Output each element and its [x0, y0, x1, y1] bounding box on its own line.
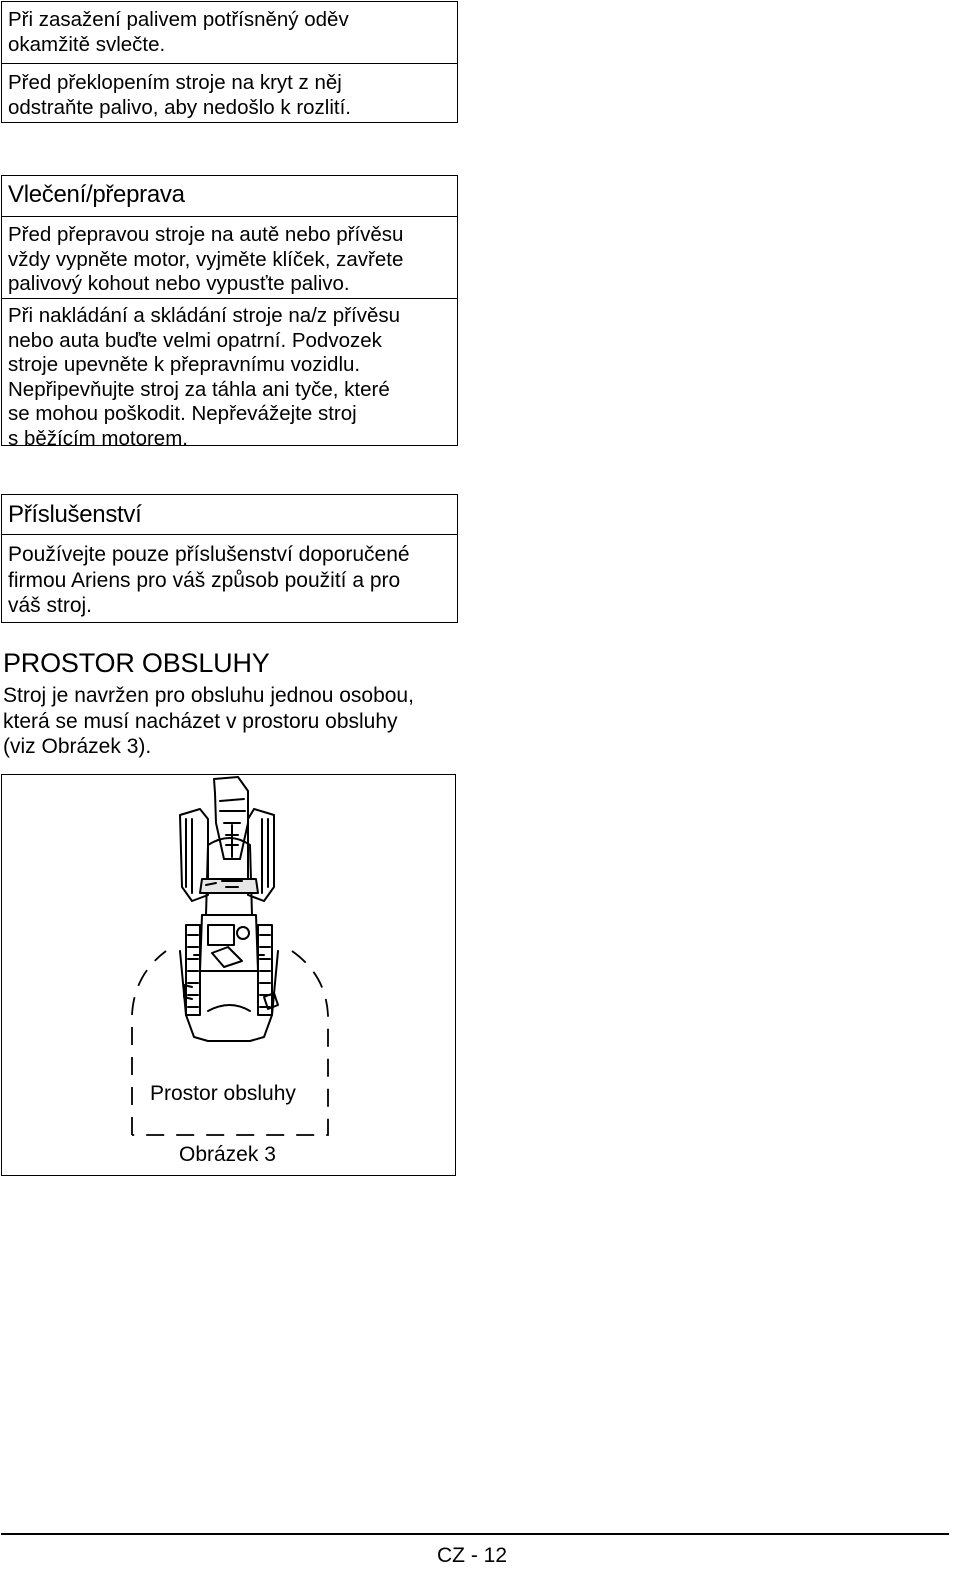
towing-box: [1, 175, 458, 450]
fuel-safety-item: Při zasažení palivem potřísněný oděv okamžitě svlečte.: [8, 8, 349, 56]
operator-zone-label: Prostor obsluhy: [150, 1082, 296, 1105]
footer-divider: [1, 1533, 949, 1535]
towing-item: Před přepravou stroje na autě nebo přívěsu vždy vypněte motor, vyjměte klíček, zavřete palivový kohout nebo vypusťte palivo.: [2, 216, 457, 298]
page-number: CZ - 12: [437, 1544, 508, 1567]
operator-zone-text: Stroj je navržen pro obsluhu jednou osobou, která se musí nacházet v prostoru obsluhy (viz Obrázek 3).: [3, 684, 414, 758]
towing-title: Vlečení/přeprava: [8, 181, 185, 208]
figure-3: [1, 774, 456, 1176]
fuel-safety-box: [1, 1, 458, 123]
fuel-safety-item: Před překlopením stroje na kryt z něj odstraňte palivo, aby nedošlo k rozlití.: [2, 63, 457, 122]
accessories-title: Příslušenství: [8, 501, 142, 528]
accessories-text: Používejte pouze příslušenství doporučené firmou Ariens pro váš způsob použití a pro váš stroj.: [2, 534, 457, 619]
accessories-box: [1, 494, 458, 623]
operator-zone-heading: PROSTOR OBSLUHY: [3, 648, 270, 678]
towing-item: Při nakládání a skládání stroje na/z přívěsu nebo auta buďte velmi opatrní. Podvozek stroje upevněte k přepravnímu vozidlu. Nepřipevňujte stroj za táhla ani tyče, které se mohou poškodit. Nepřevážejte stroj s běžícím motorem.: [2, 298, 457, 451]
snow-thrower-illustration: [2, 775, 454, 1174]
figure-caption: Obrázek 3: [179, 1143, 276, 1166]
